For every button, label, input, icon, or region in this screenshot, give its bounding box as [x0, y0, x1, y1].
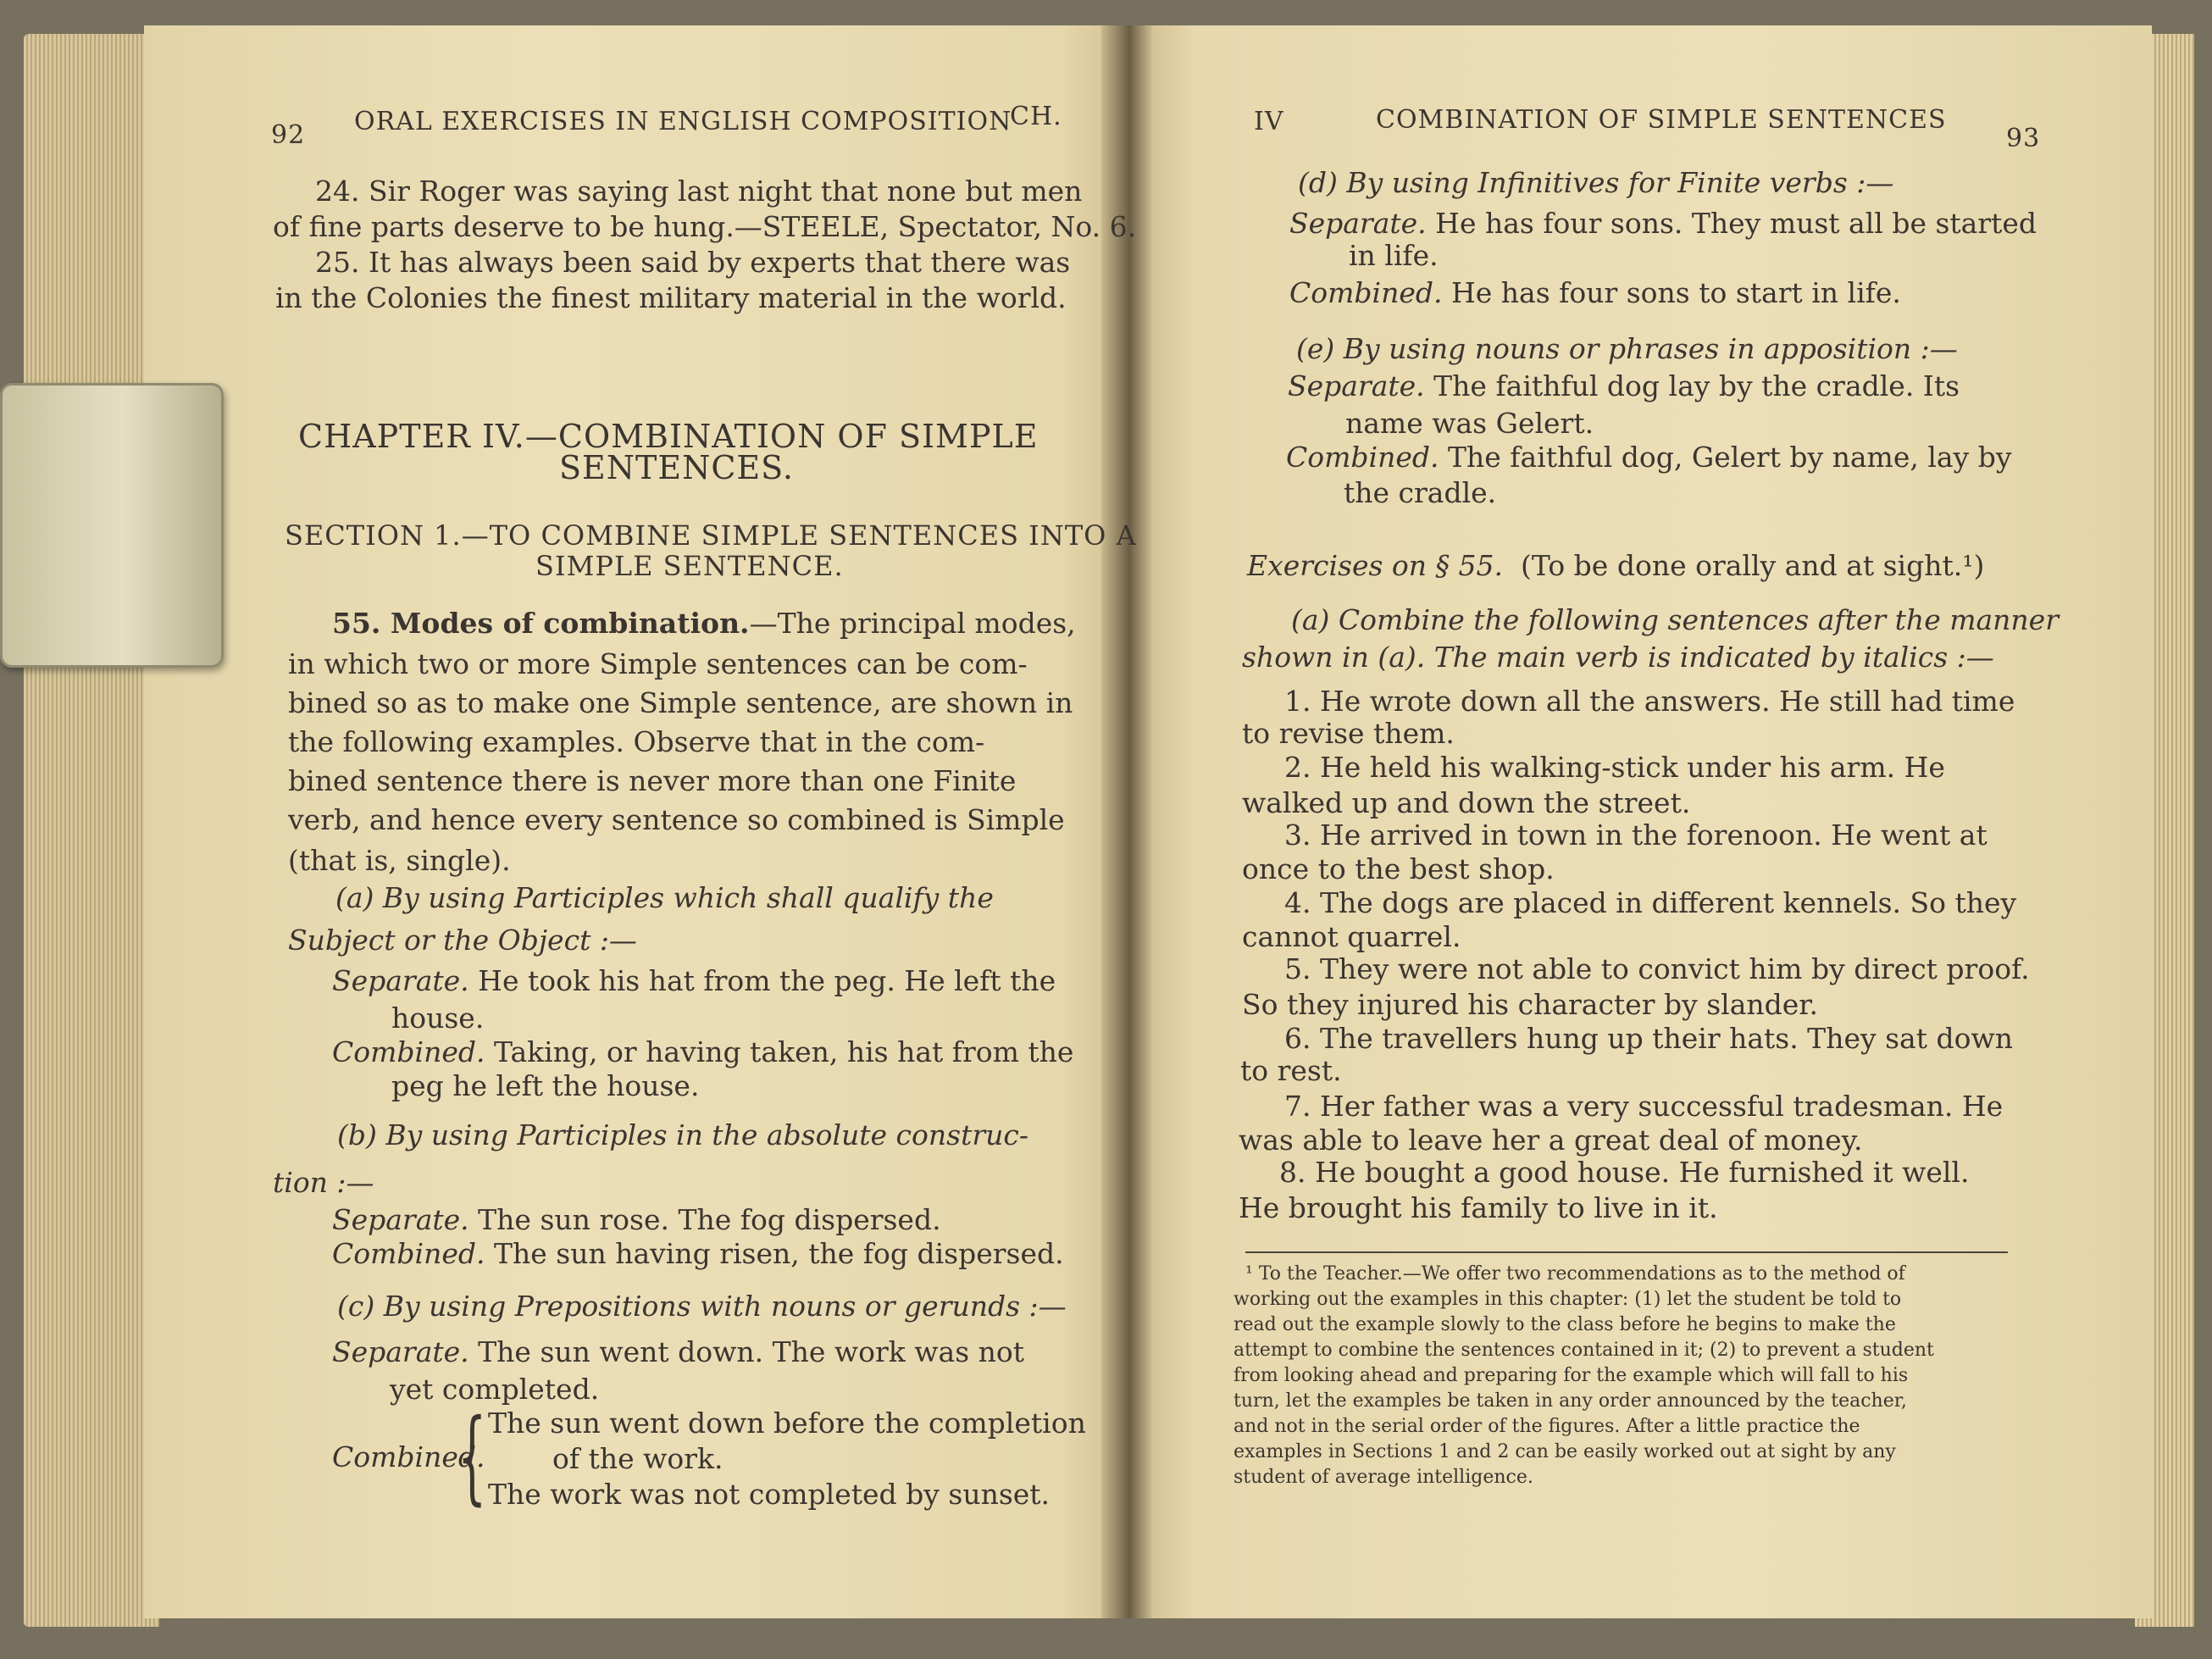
footnote-line: working out the examples in this chapter: (1) let the student be told to: [1234, 1289, 1902, 1310]
separate-label: Separate.: [332, 1335, 469, 1368]
separate-label: Separate.: [1289, 207, 1427, 240]
text-line: bined so as to make one Simple sentence, are shown in: [288, 686, 1073, 719]
exercise-line: to revise them.: [1242, 717, 1455, 750]
example-separate: Separate. He has four sons. They must all be started: [1289, 207, 2037, 240]
combined-label: Combined.: [332, 1035, 485, 1068]
text-line: The work was not completed by sunset.: [488, 1478, 1051, 1511]
text-line: name was Gelert.: [1345, 407, 1594, 440]
exercise-line: walked up and down the street.: [1242, 786, 1691, 819]
footnote-line: attempt to combine the sentences contained in it; (2) to prevent a student: [1234, 1340, 1934, 1361]
text-line: of fine parts deserve to be hung.—STEELE, Spectator, No. 6.: [273, 210, 1137, 243]
running-head-right: COMBINATION OF SIMPLE SENTENCES: [1376, 105, 1947, 135]
chapter-title: CHAPTER IV.—COMBINATION OF SIMPLE: [298, 418, 1039, 455]
running-head-left-ch: CH.: [1010, 102, 1062, 131]
exercise-line: 7. Her father was a very successful tradesman. He: [1284, 1090, 2004, 1123]
separate-label: Separate.: [1288, 369, 1425, 402]
example-combined: Combined. He has four sons to start in life.: [1289, 276, 1901, 309]
text-line: in which two or more Simple sentences can be com-: [288, 647, 1028, 680]
exercise-line: 5. They were not able to convict him by direct proof.: [1284, 952, 2030, 985]
exercise-line: 2. He held his walking-stick under his arm. He: [1284, 751, 1945, 784]
exercise-line: He brought his family to live in it.: [1239, 1191, 1718, 1224]
footnote-line: ¹ To the Teacher.—We offer two recommendations as to the method of: [1245, 1263, 1905, 1284]
footnote-line: read out the example slowly to the class before he begins to make the: [1234, 1314, 1896, 1335]
text-line: yet completed.: [390, 1373, 600, 1406]
footnote-rule: [1245, 1251, 2008, 1253]
text-line: —The principal modes,: [749, 607, 1076, 640]
text-line: in life.: [1349, 239, 1439, 272]
combined-label: Combined.: [332, 1237, 485, 1270]
running-head-left: ORAL EXERCISES IN ENGLISH COMPOSITION: [354, 107, 1012, 136]
rule-heading: (e) By using nouns or phrases in apposition :—: [1296, 332, 1958, 365]
text-line: bined sentence there is never more than one Finite: [288, 764, 1017, 797]
combined-label: Combined.: [1289, 276, 1443, 309]
text-line: 24. Sir Roger was saying last night that none but men: [315, 175, 1083, 208]
instruction-line: (a) Combine the following sentences after the manner: [1291, 603, 2059, 636]
running-head-right-ch: IV: [1254, 107, 1284, 136]
section-title: SIMPLE SENTENCE.: [535, 550, 844, 582]
exercise-line: 1. He wrote down all the answers. He still had time: [1284, 685, 2015, 718]
text-line: 25. It has always been said by experts that there was: [315, 246, 1071, 279]
combined-label: Combined.: [332, 1440, 485, 1473]
text-line: the following examples. Observe that in the com-: [288, 725, 985, 758]
exercise-line: to rest.: [1240, 1054, 1342, 1087]
page-number-left: 92: [271, 120, 306, 150]
curly-brace: {: [457, 1398, 487, 1516]
instruction-line: shown in (a). The main verb is indicated by italics :—: [1242, 641, 1994, 674]
example-combined: Combined. The sun having risen, the fog dispersed.: [332, 1237, 1064, 1270]
separate-label: Separate.: [332, 1203, 469, 1236]
footnote-line: and not in the serial order of the figures. After a little practice the: [1234, 1416, 1860, 1437]
text-line: The sun went down before the completion: [488, 1407, 1086, 1440]
paragraph-55: [332, 607, 1076, 641]
book-gutter: [1101, 25, 1152, 1618]
exercise-line: was able to leave her a great deal of money.: [1239, 1124, 1863, 1157]
example-separate: Separate. The sun went down. The work was not: [332, 1335, 1025, 1368]
rule-heading: (d) By using Infinitives for Finite verbs :—: [1298, 166, 1894, 199]
exercises-note: (To be done orally and at sight.¹): [1521, 549, 1985, 582]
example-combined: Combined. The faithful dog, Gelert by name, lay by: [1286, 441, 2012, 474]
text-line: house.: [391, 1002, 485, 1035]
rule-heading: (b) By using Participles in the absolute construc-: [337, 1118, 1028, 1151]
text-line: verb, and hence every sentence so combined is Simple: [288, 803, 1065, 836]
footnote-line: student of average intelligence.: [1234, 1467, 1533, 1488]
combined-label: Combined.: [1286, 441, 1439, 474]
exercise-line: 4. The dogs are placed in different kennels. So they: [1284, 886, 2017, 919]
exercises-heading: [1247, 549, 1984, 583]
page-clip-bookmark: [0, 383, 224, 668]
example-separate: Separate. The sun rose. The fog dispersed.: [332, 1203, 941, 1236]
footnote-line: turn, let the examples be taken in any order announced by the teacher,: [1234, 1390, 1907, 1412]
section-title: SECTION 1.—TO COMBINE SIMPLE SENTENCES INTO A: [285, 519, 1137, 552]
page-number-right: 93: [2006, 124, 2041, 153]
page-edges-left: [24, 34, 159, 1627]
rule-heading: (a) By using Participles which shall qualify the: [335, 881, 994, 914]
exercise-line: once to the best shop.: [1242, 852, 1555, 885]
rule-heading: tion :—: [273, 1166, 374, 1199]
example-separate: Separate. The faithful dog lay by the cradle. Its: [1288, 369, 1960, 402]
exercise-line: 3. He arrived in town in the forenoon. He went at: [1284, 818, 1987, 852]
text-line: (that is, single).: [288, 844, 511, 877]
example-combined: Combined. Taking, or having taken, his hat from the: [332, 1035, 1074, 1068]
rule-heading: Subject or the Object :—: [288, 924, 637, 957]
example-separate: Separate. He took his hat from the peg. He left the: [332, 964, 1056, 997]
exercise-line: So they injured his character by slander.: [1242, 988, 1818, 1021]
rule-heading: (c) By using Prepositions with nouns or gerunds :—: [337, 1290, 1067, 1323]
chapter-title: SENTENCES.: [559, 449, 794, 486]
exercises-label: Exercises on § 55.: [1247, 549, 1504, 582]
text-line: peg he left the house.: [391, 1069, 700, 1102]
separate-label: Separate.: [332, 964, 469, 997]
text-line: in the Colonies the finest military material in the world.: [275, 281, 1067, 314]
footnote-line: from looking ahead and preparing for the example which will fall to his: [1234, 1365, 1909, 1386]
footnote-line: examples in Sections 1 and 2 can be easily worked out at sight by any: [1234, 1441, 1896, 1462]
text-line: the cradle.: [1344, 476, 1497, 509]
exercise-line: 8. He bought a good house. He furnished it well.: [1279, 1156, 1970, 1189]
exercise-line: cannot quarrel.: [1242, 920, 1461, 953]
exercise-line: 6. The travellers hung up their hats. They sat down: [1284, 1022, 2013, 1055]
paragraph-heading: 55. Modes of combination.: [332, 607, 750, 640]
text-line: of the work.: [552, 1442, 723, 1475]
